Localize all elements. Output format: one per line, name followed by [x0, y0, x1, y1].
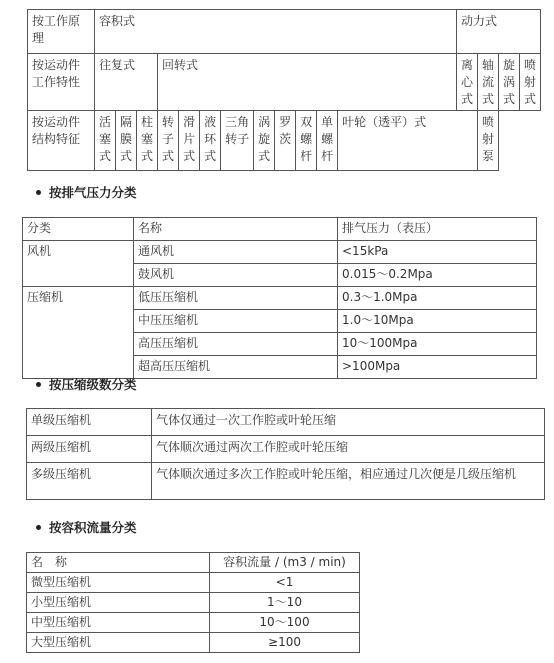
bullet-icon — [36, 382, 41, 387]
discharge-pressure-table — [22, 217, 537, 379]
row-label: 按运动件结构特征 — [28, 111, 95, 171]
positive-displacement-cell: 容积式 — [95, 10, 457, 54]
table-cell: 高压压缩机 — [134, 333, 338, 356]
table-cell: 0.015～0.2Mpa — [338, 264, 537, 287]
table-cell: 液环式 — [200, 111, 221, 171]
table-cell: 喷射式 — [519, 54, 540, 111]
table-cell: 柱塞式 — [137, 111, 158, 171]
table-cell: 小型压缩机 — [27, 593, 210, 613]
table-cell: ≥100 — [210, 633, 360, 653]
table-cell: 中压压缩机 — [134, 310, 338, 333]
table-row — [27, 409, 545, 436]
dynamic-cell: 动力式 — [456, 10, 540, 54]
table-row — [27, 573, 360, 593]
table-cell: 10～100Mpa — [338, 333, 537, 356]
table-cell: 涡旋式 — [254, 111, 275, 171]
header-cell: 名称 — [134, 218, 338, 241]
header-cell: 分类 — [23, 218, 134, 241]
table-cell: 隔膜式 — [116, 111, 137, 171]
table-row — [23, 287, 537, 310]
table-row — [27, 593, 360, 613]
impeller-cell: 叶轮（透平）式 — [338, 111, 478, 171]
table-cell: 多级压缩机 — [27, 463, 152, 500]
table-cell: 三角转子 — [221, 111, 254, 171]
table-cell: 中型压缩机 — [27, 613, 210, 633]
table-cell: 离心式 — [456, 54, 477, 111]
table-cell: 超高压压缩机 — [134, 356, 338, 379]
table-cell: <1 — [210, 573, 360, 593]
table-cell: <15kPa — [338, 241, 537, 264]
table-cell: 两级压缩机 — [27, 436, 152, 463]
table-cell: 双螺杆 — [296, 111, 317, 171]
table-cell: 气体仅通过一次工作腔或叶轮压缩 — [152, 409, 545, 436]
category-cell: 压缩机 — [23, 287, 134, 379]
compression-stage-table — [26, 408, 545, 500]
table-cell: 微型压缩机 — [27, 573, 210, 593]
bullet-icon — [36, 190, 41, 195]
table-row — [23, 218, 537, 241]
table-cell: 轴流式 — [477, 54, 498, 111]
table-cell: 低压压缩机 — [134, 287, 338, 310]
table-cell: 10～100 — [210, 613, 360, 633]
header-cell: 名 称 — [27, 553, 210, 573]
row-label: 按运动件工作特性 — [28, 54, 95, 111]
table-cell: 气体顺次通过多次工作腔或叶轮压缩，相应通过几次便是几级压缩机 — [152, 463, 545, 500]
category-cell: 风机 — [23, 241, 134, 287]
working-principle-table — [27, 9, 541, 171]
table-cell: 鼓风机 — [134, 264, 338, 287]
section-heading: 按压缩级数分类 — [36, 375, 137, 393]
row-label: 按工作原理 — [28, 10, 95, 54]
reciprocating-cell: 往复式 — [95, 54, 158, 111]
table-cell: 滑片式 — [179, 111, 200, 171]
section-heading: 按排气压力分类 — [36, 183, 137, 201]
table-row — [23, 241, 537, 264]
table-cell: 1.0～10Mpa — [338, 310, 537, 333]
rotary-cell: 回转式 — [158, 54, 457, 111]
table-cell: 0.3～1.0Mpa — [338, 287, 537, 310]
table-cell: 罗茨 — [275, 111, 296, 171]
table-row — [28, 111, 541, 171]
header-cell: 容积流量 / (m3 / min) — [210, 553, 360, 573]
table-cell: 单螺杆 — [317, 111, 338, 171]
table-cell: 大型压缩机 — [27, 633, 210, 653]
section-heading: 按容积流量分类 — [36, 518, 137, 536]
table-cell: >100Mpa — [338, 356, 537, 379]
table-row — [27, 463, 545, 500]
table-cell: 旋涡式 — [498, 54, 519, 111]
table-cell: 气体顺次通过两次工作腔或叶轮压缩 — [152, 436, 545, 463]
table-row — [27, 553, 360, 573]
table-row — [27, 613, 360, 633]
table-cell: 单级压缩机 — [27, 409, 152, 436]
table-row — [27, 633, 360, 653]
header-cell: 排气压力（表压） — [338, 218, 537, 241]
table-cell: 通风机 — [134, 241, 338, 264]
table-cell: 活塞式 — [95, 111, 116, 171]
table-row — [28, 54, 541, 111]
table-row — [27, 436, 545, 463]
volume-flow-table — [26, 552, 360, 653]
table-cell: 喷射泵 — [477, 111, 498, 171]
bullet-icon — [36, 525, 41, 530]
table-cell: 1～10 — [210, 593, 360, 613]
table-cell: 转子式 — [158, 111, 179, 171]
table-row — [28, 10, 541, 54]
